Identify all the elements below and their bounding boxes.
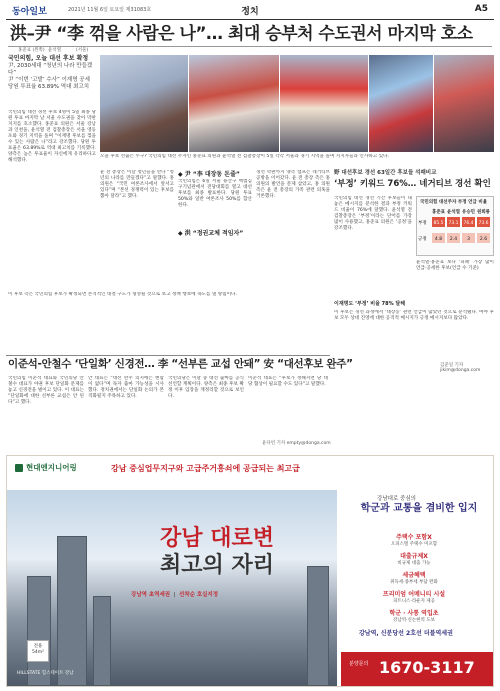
second-body-col1: 국민의힘 이준석 대표와 국민의당 안철수 대표가 야권 후보 단일화 문제를 놓고 신경전을 벌이고 있다. 이 대표는 “단일화에 대한 선부른 교섭은 안 된다”고 했다.: [8, 376, 84, 405]
ad-phone-box[interactable]: [341, 652, 493, 686]
section-title: 정치: [241, 7, 259, 17]
chart-data-label: 2.6: [479, 237, 488, 242]
ad-feature-item: [369, 534, 459, 548]
building-shape: [93, 596, 111, 686]
subhead-4: 당원 투표율 63.89% 역대 최고치: [8, 84, 90, 90]
chart-data-label: 2.4: [449, 237, 458, 242]
second-headline: 이준석-안철수 ‘단일화’ 신경전… 李 “선부른 교섭 안돼” 安 “대선후보 완주”: [8, 358, 353, 370]
ad-feature-item: [369, 610, 459, 624]
ad-phone-number[interactable]: 1670-3117: [379, 658, 475, 677]
dateline: 2021년 11월 6일 토요일 제31083호: [68, 7, 152, 13]
ad-feature-sub: 오피스텔 주택수 미포함: [390, 542, 438, 547]
ad-brand: [15, 462, 77, 473]
side-body2: 이 후보는 경선 과정에서 ‘대장동’ 관련 언급이 많았던 것으로 분석됐다. 여야 후보 모두 상대 진영에 대한 공격적 메시지가 긍정 메시지보다 많았다.: [334, 310, 494, 321]
ad-feature-list: [369, 534, 459, 629]
ad-feature-title: 주택수 포함X: [396, 534, 432, 541]
photo-rally: [369, 55, 433, 152]
chart-column-label: 유승민: [461, 210, 476, 215]
chart-data-label: 76.4: [463, 221, 474, 226]
ad-meta: 강남역 초역세권 | 선착순 호실지정: [131, 592, 219, 598]
side-headline: ‘부정’ 키워드 76%… 네거티브 경선 확인: [334, 179, 491, 189]
newspaper-logo: 동아일보: [12, 7, 47, 17]
side-sub1: 윤석열·홍준표 보다 ‘피폐’ 가장 많이 언급·공세한 후보(언급 수 기준): [416, 260, 494, 271]
chart-row-label: 긍정: [418, 237, 427, 242]
byline-3: (서울): [76, 48, 89, 53]
chart-column-label: 윤석열: [446, 210, 461, 215]
chart-data-label: 3: [467, 237, 470, 242]
advertisement[interactable]: [6, 455, 494, 687]
chart-data-label: 73.1: [448, 221, 459, 226]
subhead-3: 尹 “이번 ‘고발’ 수사” 이재명 공세: [8, 77, 90, 83]
sub-head-yoon: ◆ 尹 “李 대장동 돈줄”: [178, 171, 240, 178]
ad-headline: [117, 526, 317, 580]
ad-feature-title: 학군 · 사통 역입초: [389, 610, 439, 617]
side-byline: 김준일 기자 jikim@donga.com: [440, 363, 481, 373]
chart-data-label: 73.6: [478, 221, 489, 226]
side-story: [334, 170, 494, 190]
chart-column-label: 원희룡: [476, 210, 491, 215]
ad-strap: 강남 중심업무지구와 고급주거흥쇠에 공급되는 최고급: [111, 464, 300, 473]
side-kicker: 野 대선후보 경선 63일간 후보들 석패비교: [334, 170, 437, 176]
ad-feature-item: [369, 572, 459, 586]
byline-2: 윤석열: [48, 48, 62, 53]
lead-subheads: [8, 55, 96, 91]
sub-head-hong: ◆ 洪 “정권교체 적임자”: [178, 230, 244, 237]
lead-col3: [178, 170, 252, 238]
second-body-col2: 안 대표는 “대선 완주 의지에는 변함이 없다”며 독자 출마 가능성을 시사했다. 정치권에서는 단일화 논의가 본격화될지 주목하고 있다.: [88, 376, 164, 399]
ad-feature-title: 대출규제X: [400, 553, 428, 560]
ad-feature-item: [369, 591, 459, 605]
chart-data-label: 85.5: [433, 221, 444, 226]
chart-svg: [417, 207, 495, 255]
masthead: [6, 0, 494, 20]
photo-crowd: [434, 55, 494, 152]
ad-feature-sub: 피트니스·라운지 제공: [393, 599, 435, 604]
lead-body-col5: 이 후보 측은 국민의힘 후보가 확정되면 본격적인 대결 구도가 형성될 것으로 보고 정책 행보에 속도를 낼 방침이다.: [8, 292, 237, 297]
ad-feature-sub: 강남역·신논현역 도보: [393, 618, 435, 623]
photo-yoon: [189, 55, 279, 152]
lead-body-col4: 경선 막판까지 양측 캠프는 네거티브 공방을 이어갔다. 윤 전 총장 측은 홍 의원의 발언을 문제 삼았고, 홍 의원 측은 윤 전 총장의 가족 관련 의혹을 거론했다.: [256, 170, 330, 199]
chart-row-label: 부정: [418, 221, 427, 226]
lead-body-col2: 윤 전 총장은 이날 청년들을 만나 “청년의 나라를 만들겠다”고 말했다. 홍 의원은 “국민 여론조사에서 앞서고 있다”며 “본선 경쟁력이 있는 후보를 뽑아 달라”고 했다.: [100, 170, 174, 199]
page-number: A5: [474, 4, 488, 14]
ad-meta-b: 선착순 호실지정: [178, 592, 219, 598]
brand-logo-icon: [15, 464, 23, 472]
chart-title: 국민의힘 대선주자 부정 언급 비율: [420, 200, 488, 205]
ad-brand-name: 현대엔지니어링: [26, 463, 77, 472]
byline-1: 홍준표 (왼쪽): [18, 48, 45, 53]
ad-feature-title: 세금혜택: [402, 572, 426, 579]
photo-caption: 오늘 후보 선출은 누구? 국민의힘 대선 주자인 홍준표 의원과 윤석열 전 검찰총장이 5일 각각 서울과 경기 지역을 돌며 지지자들과 인사하고 있다.: [100, 154, 389, 159]
building-shape: [57, 536, 87, 686]
side-body: 국민의힘 대선 경선 기간 후보들이 내놓은 메시지를 분석한 결과 부정 키워드 비율이 76%에 달했다. 윤석열 전 검찰총장은 ‘부정’이라는 단어를 가장 많이 사용했고, 홍준표 의원은 ‘공정’을 강조했다.: [334, 196, 412, 231]
ad-feature-item: [369, 553, 459, 567]
subhead-1: 국민의힘, 오늘 대선 후보 확정: [8, 55, 89, 62]
ad-feature-title: 프리미엄 어메니티 시설: [382, 591, 446, 598]
photo-hong: [100, 55, 188, 152]
lead-body-col1: 국민의힘 대선 경선 후보 4명이 5일 최종 당원 투표 마지막 날 서울 수도권을 찾아 막판 지지를 호소했다. 홍준표 의원은 서울 강남과 인천을, 윤석열 전 검찰총장은 서울 영등포와 경기 지역을 돌며 “이재명 후보를 꺾을 수 있는 사람은 나”라고 강조했다. 당원 투표율은 63.89%로 역대 최고치를 기록했다. 양측은 높은 투표율이 자신에게 유리하다고 해석했다.: [8, 110, 96, 163]
ad-brand-small: HILLSTATE 힐스테이트 강남: [17, 671, 74, 676]
building-shape: [307, 566, 329, 686]
chart-data-label: 4.8: [434, 237, 443, 242]
chart-box: [416, 196, 494, 256]
chart-column-label: 홍준표: [431, 210, 446, 215]
ad-right-title: 학군과 교통을 겸비한 입지: [360, 503, 478, 514]
second-body-col3: 국민의당은 이달 중 대선 출마를 공식 선언할 계획이다. 양측은 최종 후보 확정 이후 입장을 재정리할 것으로 보인다.: [168, 376, 244, 399]
ad-city-image: [7, 490, 337, 686]
side-sub2: 이재명도 ‘부정’ 비율 78% 달해: [334, 301, 406, 307]
ad-foot: 강남역, 신분당선 2호선 더블역세권: [359, 630, 453, 637]
ad-feature-sub: 취득세·종부세 부담 완화: [390, 580, 438, 585]
second-rule: [6, 355, 330, 356]
second-byline: 윤다빈 기자 empty@donga.com: [262, 441, 331, 446]
photo-supporters: [280, 55, 368, 152]
ad-meta-a: 강남역 초역세권: [131, 592, 171, 598]
ad-size-badge: 전용 54m²: [27, 640, 49, 662]
lead-body-col3: 국민의힘은 6일 서울 용산구 백범김구기념관에서 전당대회를 열고 대선 후보를 최종 발표한다. 당원 투표 50%와 일반 여론조사 50%를 합산한다.: [178, 179, 252, 208]
ad-feature-sub: 비규제 대출 가능: [397, 561, 431, 566]
ad-right-sub: 강남대로 중심의: [377, 496, 416, 502]
second-body-col4: 이준석 대표는 “후보가 정해지면 당 대 당 협상이 필요할 수도 있다”고 말했다.: [248, 376, 328, 387]
subhead-2: 尹, 2030세대 “청년의 나라 만들겠다”: [8, 63, 93, 76]
ad-headline-1: 강남 대로변: [160, 526, 274, 551]
ad-phone-label: 분양문의: [349, 661, 369, 667]
ad-headline-2: 최고의 자리: [160, 553, 274, 578]
lead-headline: 洪–尹 “李 꺾을 사람은 나”… 최대 승부처 수도권서 마지막 호소: [10, 24, 473, 44]
